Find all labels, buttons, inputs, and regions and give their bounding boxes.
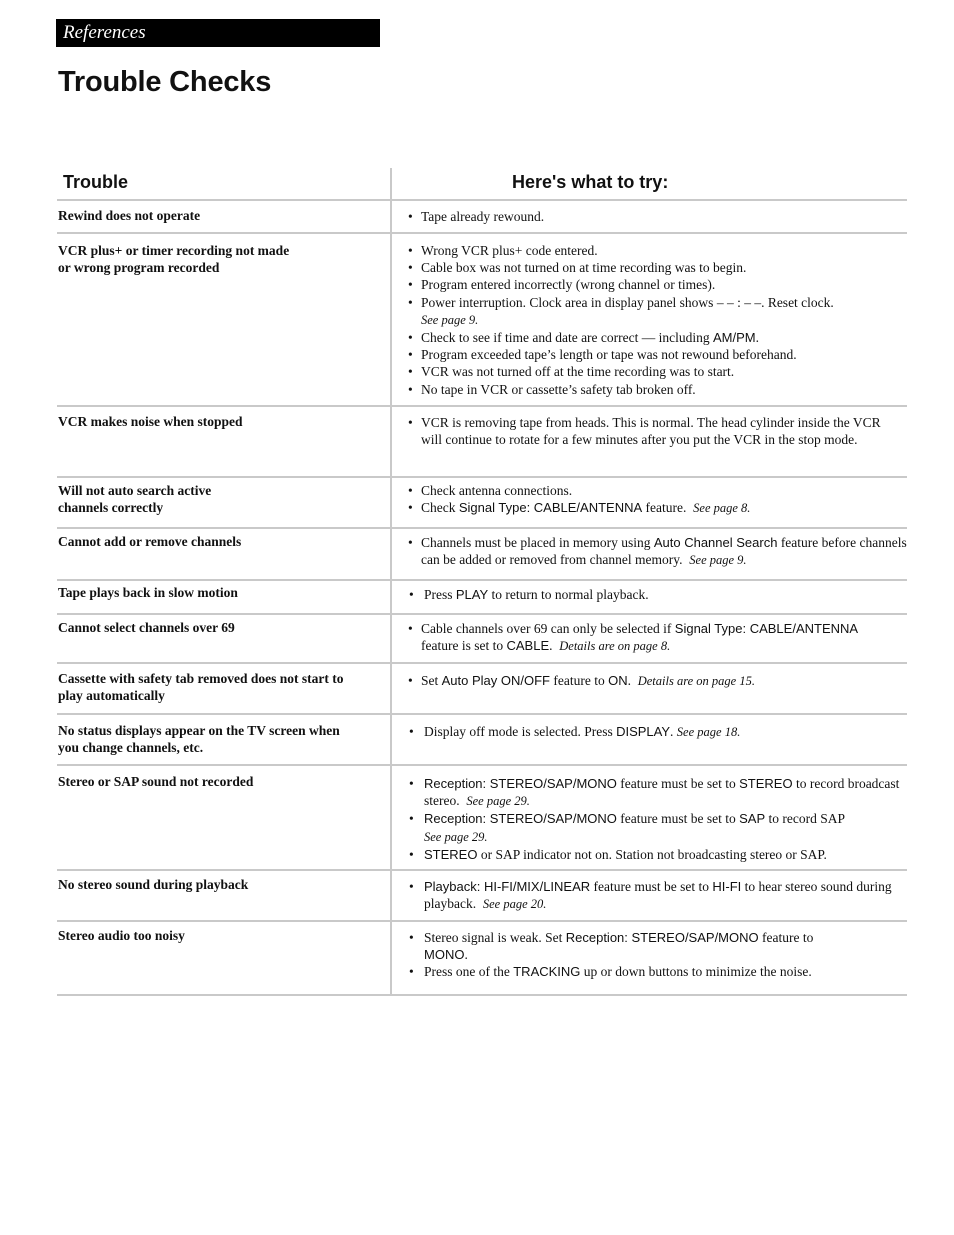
fix-item: • Press one of the TRACKING up or down buttons to minimize the noise. [408, 963, 908, 980]
fix-item: • Check to see if time and date are correct — including AM/PM. [408, 329, 908, 346]
fix-item: • Playback: HI-FI/MIX/LINEAR feature must be set to HI-FI to hear stereo sound during playback. See page 20. [408, 878, 908, 913]
fix-list-timer-recording [408, 242, 908, 398]
fix-item: • Program entered incorrectly (wrong channel or times). [408, 276, 908, 293]
trouble-add-remove-channels: Cannot add or remove channels [58, 534, 242, 549]
row-divider [57, 662, 907, 664]
row-divider [57, 527, 907, 529]
trouble-safety-tab: Cassette with safety tab removed does not start to play automatically [58, 671, 344, 704]
section-label: References [63, 22, 146, 43]
row-divider [57, 713, 907, 715]
fix-list-rewind [408, 208, 908, 225]
trouble-auto-search: Will not auto search active channels correctly [58, 483, 212, 516]
page-title: Trouble Checks [58, 66, 272, 98]
row-divider [57, 920, 907, 922]
column-divider [390, 168, 392, 996]
trouble-stereo-sap: Stereo or SAP sound not recorded [58, 774, 254, 789]
fix-column-header: Here's what to try: [512, 172, 669, 192]
row-divider [57, 994, 907, 996]
fix-list-stereo-sap [408, 775, 908, 863]
row-divider [57, 476, 907, 478]
trouble-rewind: Rewind does not operate [58, 208, 201, 223]
row-divider [57, 232, 907, 234]
fix-list-safety-tab [408, 672, 908, 690]
row-divider [57, 199, 907, 201]
trouble-noise-stopped: VCR makes noise when stopped [58, 414, 243, 429]
row-divider [57, 869, 907, 871]
fix-item: • Cable box was not turned on at time recording was to begin. [408, 259, 908, 276]
trouble-timer-recording: VCR plus+ or timer recording not made or wrong program recorded [58, 243, 290, 276]
fix-item: • Power interruption. Clock area in display panel shows – – : – –. Reset clock. See page 9. [408, 294, 908, 329]
fix-list-audio-noisy [408, 929, 908, 981]
row-divider [57, 764, 907, 766]
fix-item: • Press PLAY to return to normal playback. [408, 586, 908, 603]
fix-item: • Check antenna connections. [408, 482, 908, 499]
fix-list-slow-motion [408, 586, 908, 603]
fix-item: • No tape in VCR or cassette’s safety tab broken off. [408, 381, 908, 398]
fix-list-add-remove-channels [408, 534, 908, 569]
fix-item: • Reception: STEREO/SAP/MONO feature must be set to STEREO to record broadcast stereo. See page 29. [408, 775, 908, 810]
fix-item: • VCR is removing tape from heads. This is normal. The head cylinder inside the VCR will continue to rotate for a few minutes after you put the VCR in the stop mode. [408, 414, 900, 448]
fix-list-channels-over-69 [408, 620, 908, 655]
trouble-status-displays: No status displays appear on the TV screen when you change channels, etc. [58, 723, 340, 756]
fix-item: • Tape already rewound. [408, 208, 908, 225]
trouble-channels-over-69: Cannot select channels over 69 [58, 620, 235, 635]
fix-item: • Check Signal Type: CABLE/ANTENNA feature. See page 8. [408, 499, 908, 517]
fix-list-noise-stopped [408, 414, 900, 448]
fix-item: • Program exceeded tape’s length or tape was not rewound beforehand. [408, 346, 908, 363]
fix-list-status-displays [408, 723, 908, 741]
fix-item: • STEREO or SAP indicator not on. Station not broadcasting stereo or SAP. [408, 846, 908, 863]
fix-item: • Cable channels over 69 can only be selected if Signal Type: CABLE/ANTENNA feature is set to CABLE. Details are on page 8. [408, 620, 908, 655]
fix-item: • Channels must be placed in memory using Auto Channel Search feature before channels can be added or removed from channel memory. See page 9. [408, 534, 908, 569]
section-header-bar [56, 19, 380, 47]
fix-item: • Set Auto Play ON/OFF feature to ON. Details are on page 15. [408, 672, 908, 690]
fix-item: • VCR was not turned off at the time recording was to start. [408, 363, 908, 380]
fix-list-stereo-playback [408, 878, 908, 913]
fix-item: • Reception: STEREO/SAP/MONO feature must be set to SAP to record SAP See page 29. [408, 810, 908, 845]
trouble-audio-noisy: Stereo audio too noisy [58, 928, 185, 943]
trouble-slow-motion: Tape plays back in slow motion [58, 585, 238, 600]
fix-item: • Display off mode is selected. Press DISPLAY. See page 18. [408, 723, 908, 741]
trouble-column-header: Trouble [63, 172, 129, 192]
row-divider [57, 579, 907, 581]
row-divider [57, 405, 907, 407]
fix-item: • Stereo signal is weak. Set Reception: STEREO/SAP/MONO feature to MONO. [408, 929, 908, 963]
fix-list-auto-search [408, 482, 908, 517]
fix-item: • Wrong VCR plus+ code entered. [408, 242, 908, 259]
row-divider [57, 613, 907, 615]
trouble-stereo-playback: No stereo sound during playback [58, 877, 249, 892]
